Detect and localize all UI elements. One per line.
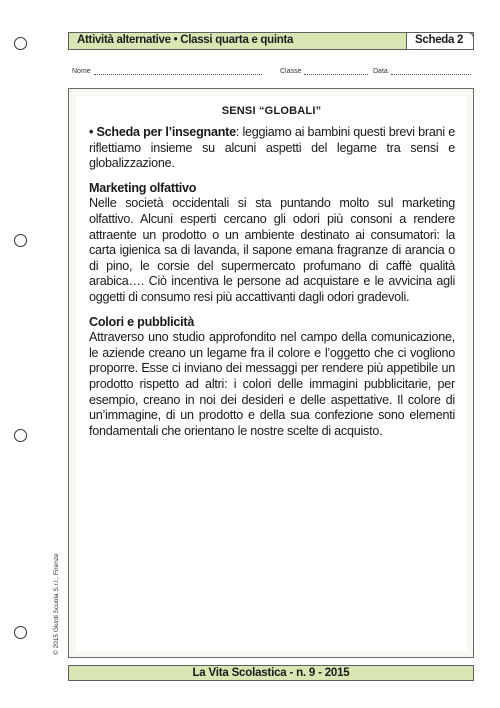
teacher-note [89, 125, 455, 172]
sheet-tab [406, 32, 474, 50]
section-body-marketing: Nelle società occidentali si sta puntando molto sul marketing olfattivo. Alcuni esperti cercano gli odori più consoni a rendere attraente un prodotto o un ambiente destinato ai consumatori: la carta igienica sa di lavanda, il sapone emana fragranze di arancia o di pino, le corsie del supermercato profumano di caffè qualità arabica…. Ciò incentiva le persone ad acquistare e le avvicina agli oggetti di consumo resi più accattivanti dagli odori gradevoli. [89, 196, 455, 304]
section-body-colors: Attraverso uno studio approfondito nel campo della comunicazione, le aziende creano un legame fra il colore e l’oggetto che ci vogliono proporre. Esse ci inviano dei messaggi per rendere più appetibile un prodotto rispetto ad altri: i colori delle immagini pubblicitarie, per esempio, creano in noi dei desideri e delle aspettative. Il colore di un’immagine, di un prodotto e della sua confezione sono elementi fondamentali che orientano le nostre scelte di acquisto. [89, 330, 455, 438]
class-label: Classe [280, 68, 302, 75]
copyright-notice: © 2015 Giunti Scuola S.r.l., Firenze [53, 553, 60, 655]
content-panel [76, 96, 467, 651]
content-frame [68, 88, 474, 658]
binder-hole [14, 37, 27, 50]
worksheet-body [89, 125, 455, 439]
date-label: Data [373, 68, 388, 75]
binder-hole [14, 234, 27, 247]
footer-publication: La Vita Scolastica - n. 9 - 2015 [192, 667, 350, 679]
class-field[interactable] [280, 68, 368, 75]
binder-hole [14, 626, 27, 639]
teacher-note-label: • Scheda per l’insegnante [89, 125, 236, 139]
footer-bar [68, 665, 474, 681]
name-field[interactable] [72, 68, 262, 75]
date-field[interactable] [373, 68, 471, 75]
section-heading-colors: Colori e pubblicità [89, 314, 195, 329]
worksheet-title: SENSI “GLOBALI” [221, 105, 322, 117]
binder-hole [14, 429, 27, 442]
worksheet-header [68, 32, 474, 50]
section-heading-marketing: Marketing olfattivo [89, 180, 197, 195]
name-label: Nome [72, 68, 91, 75]
sheet-tab-label: Scheda 2 [415, 34, 464, 46]
header-section: Attività alternative • Classi quarta e quinta [77, 34, 294, 46]
student-fields [68, 68, 474, 80]
teacher-note-text: : leggiamo ai bambini questi brevi brani e riflettiamo insieme su alcuni aspetti del legame tra sensi e globalizzazione. [89, 125, 455, 171]
